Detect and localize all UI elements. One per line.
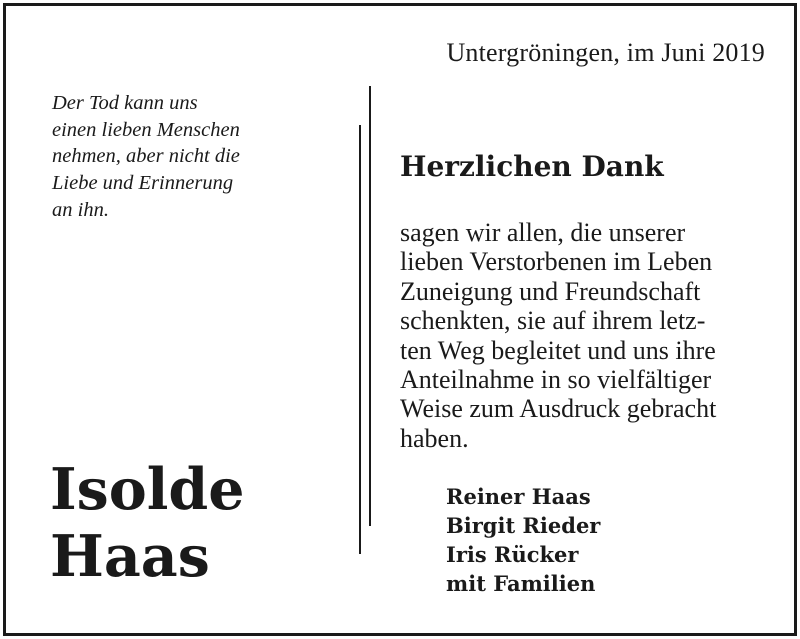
thanks-body xyxy=(400,218,716,453)
motto-line: nehmen, aber nicht die xyxy=(52,145,240,168)
thanks-heading: Herzlichen Dank xyxy=(400,150,664,183)
deceased-last-name: Haas xyxy=(50,523,210,590)
body-line: sagen wir allen, die unserer xyxy=(400,218,686,247)
body-line: Anteilnahme in so vielfältiger xyxy=(400,365,712,395)
signatory: Iris Rücker xyxy=(446,542,579,567)
vertical-divider-lower xyxy=(359,125,361,554)
body-line: haben. xyxy=(400,423,469,453)
deceased-name xyxy=(50,456,245,590)
motto-line: an ihn. xyxy=(52,198,109,221)
body-line: ten Weg begleitet und uns ihre xyxy=(400,335,716,365)
motto-line: einen lieben Menschen xyxy=(52,118,240,141)
signatory: mit Familien xyxy=(446,571,596,596)
motto-quote xyxy=(52,90,240,224)
signatory: Birgit Rieder xyxy=(446,513,601,538)
signatory: Reiner Haas xyxy=(446,484,591,509)
body-line: Zuneigung und Freundschaft xyxy=(400,276,701,306)
signatories-list xyxy=(446,482,600,598)
body-line: lieben Verstorbenen im Leben xyxy=(400,247,713,277)
motto-line: Liebe und Erinnerung xyxy=(52,172,234,195)
body-line: schenkten, sie auf ihrem letz- xyxy=(400,306,706,336)
motto-line: Der Tod kann uns xyxy=(52,92,198,114)
body-line: Weise zum Ausdruck gebracht xyxy=(400,394,717,424)
place-date: Untergröningen, im Juni 2019 xyxy=(446,38,765,67)
deceased-first-name: Isolde xyxy=(50,456,245,523)
vertical-divider-upper xyxy=(369,86,371,526)
